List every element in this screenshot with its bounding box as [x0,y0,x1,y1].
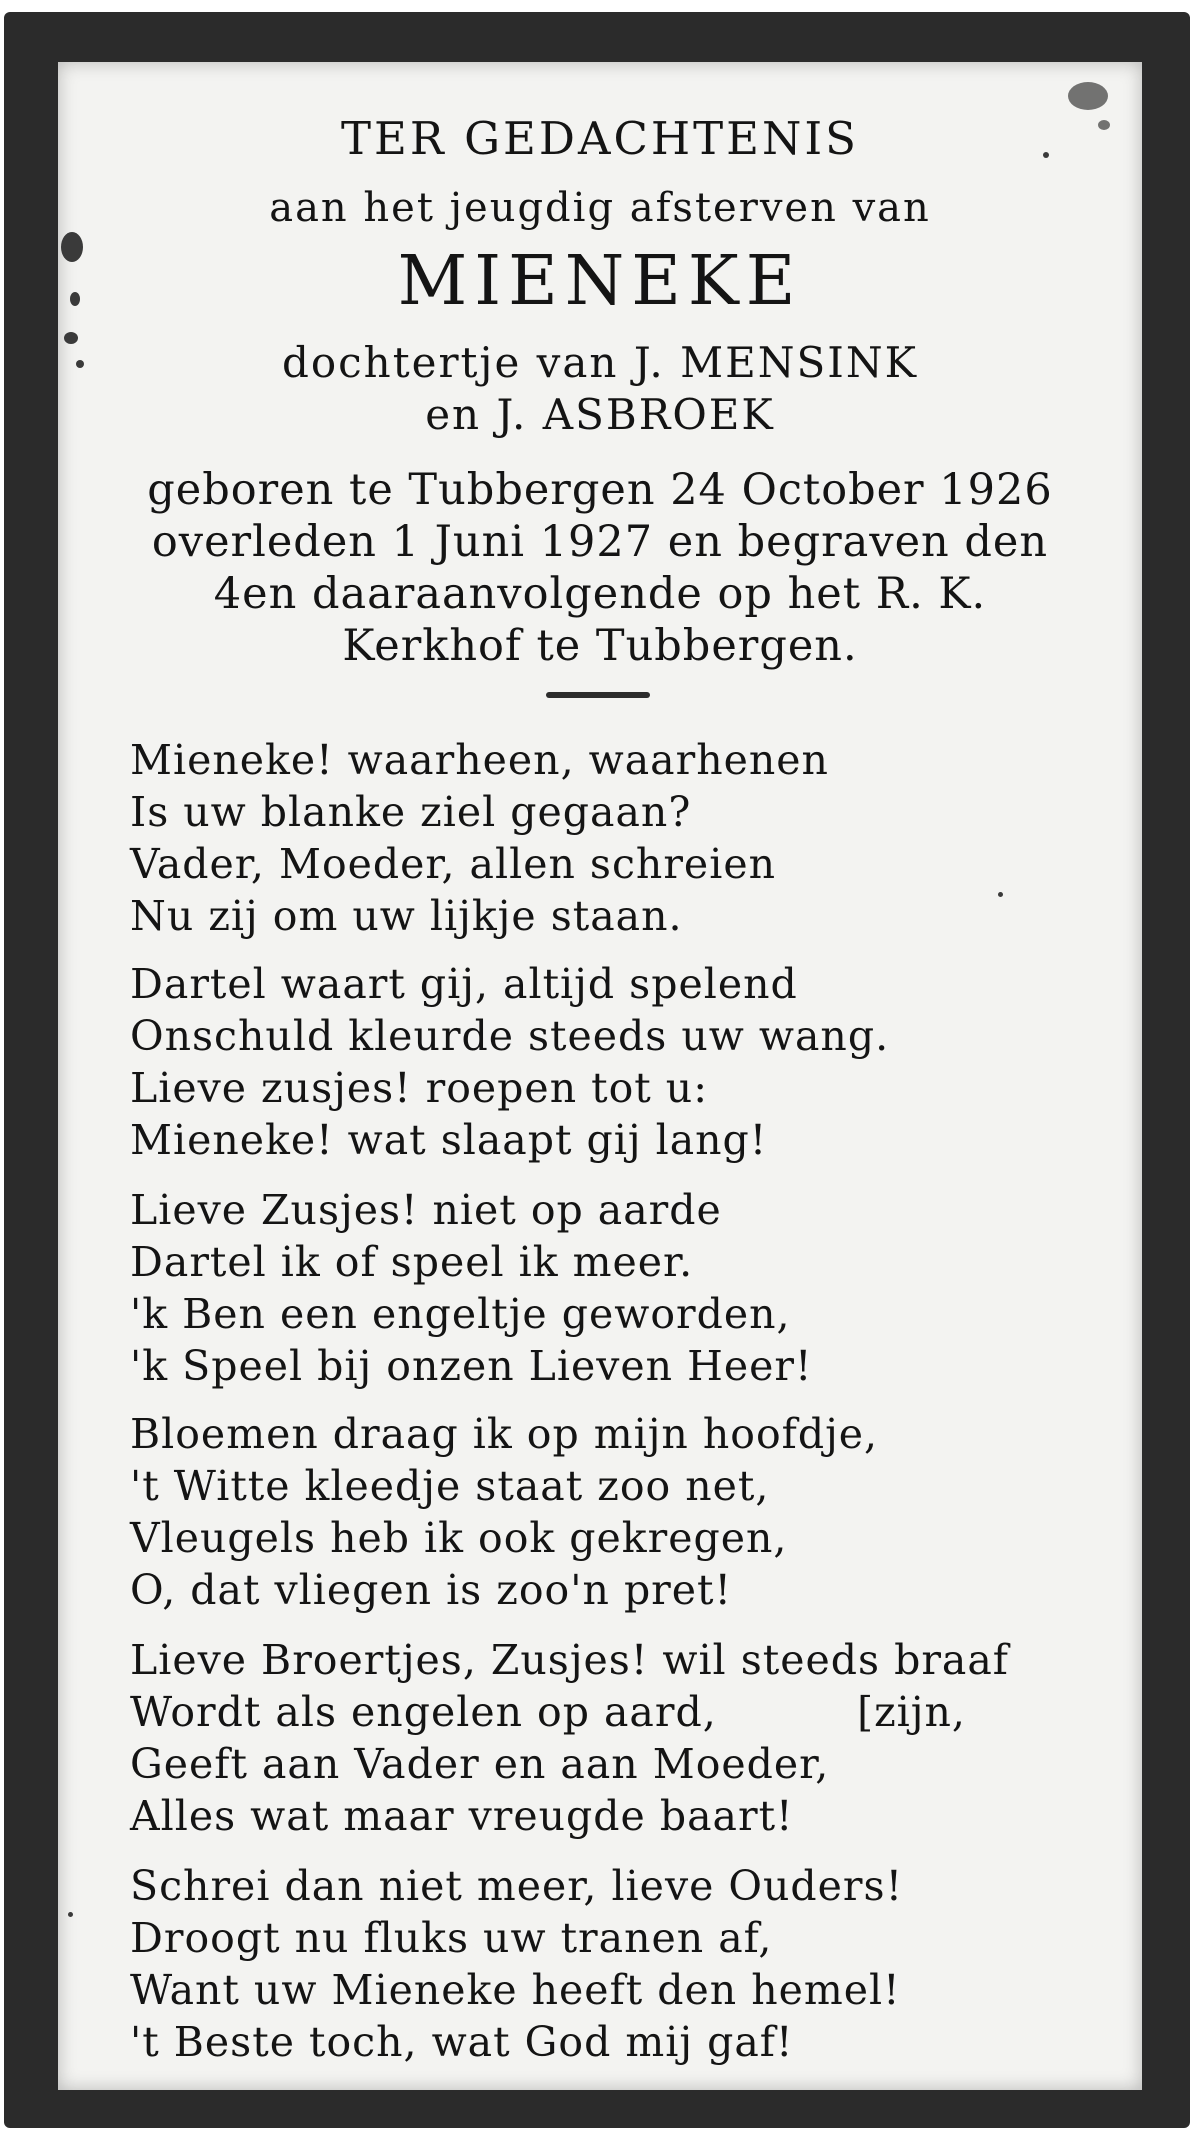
poem-line: Wordt als engelen op aard, [zijn, [130,1688,966,1736]
poem-stanza [130,1184,1130,1392]
poem-line: Vleugels heb ik ook gekregen, [130,1514,788,1562]
poem-line: 't Beste toch, wat God mij gaf! [130,2018,794,2066]
poem-line: Mieneke! waarheen, waarhenen [130,736,829,784]
parent-line-father: dochtertje van J. MENSINK [281,338,918,387]
poem-line: O, dat vliegen is zoo'n pret! [130,1566,732,1614]
poem-line: Lieve Broertjes, Zusjes! wil steeds braaf [130,1636,1009,1684]
poem-line: Lieve Zusjes! niet op aarde [130,1186,722,1234]
card-title: TER GEDACHTENIS [341,112,859,165]
poem-line: Droogt nu fluks uw tranen af, [130,1914,773,1962]
memorial-card [4,12,1190,2128]
poem-line: Want uw Mieneke heeft den hemel! [130,1966,901,2014]
poem-stanza [130,1408,1130,1616]
poem-line: Mieneke! wat slaapt gij lang! [130,1116,768,1164]
card-subtitle: aan het jeugdig afsterven van [269,185,931,231]
poem-line: Dartel waart gij, altijd spelend [130,960,798,1008]
poem-line: Dartel ik of speel ik meer. [130,1238,694,1286]
poem-line: Nu zij om uw lijkje staan. [130,892,683,940]
parent-line-mother: en J. ASBROEK [425,390,775,439]
poem-line: Onschuld kleurde steeds uw wang. [130,1012,890,1060]
poem-line: Alles wat maar vreugde baart! [130,1792,794,1840]
poem-line: Lieve zusjes! roepen tot u: [130,1064,709,1112]
poem-line: 'k Speel bij onzen Lieven Heer! [130,1342,813,1390]
poem-stanza [130,1860,1130,2068]
card-paper [58,62,1142,2090]
ornament-divider [546,692,650,698]
poem-line: Vader, Moeder, allen schreien [130,840,776,888]
death-line: overleden 1 Juni 1927 en begraven den [151,517,1049,567]
poem-line: Is uw blanke ziel gegaan? [130,788,692,836]
paper-speck [1068,82,1108,110]
cemetery-line: Kerkhof te Tubbergen. [342,621,858,671]
poem-line: Bloemen draag ik op mijn hoofdje, [130,1410,879,1458]
poem-line: Schrei dan niet meer, lieve Ouders! [130,1862,904,1910]
poem-stanza [130,958,1130,1166]
birth-line: geboren te Tubbergen 24 October 1926 [147,465,1053,515]
deceased-name: MIENEKE [397,242,803,321]
poem-line: Geeft aan Vader en aan Moeder, [130,1740,830,1788]
burial-line: 4en daaraanvolgende op het R. K. [213,569,987,619]
poem-line: 't Witte kleedje staat zoo net, [130,1462,770,1510]
paper-speck [68,1912,73,1917]
poem-line: 'k Ben een engeltje geworden, [130,1290,791,1338]
poem-stanza [130,734,1130,942]
poem-stanza [130,1634,1130,1842]
